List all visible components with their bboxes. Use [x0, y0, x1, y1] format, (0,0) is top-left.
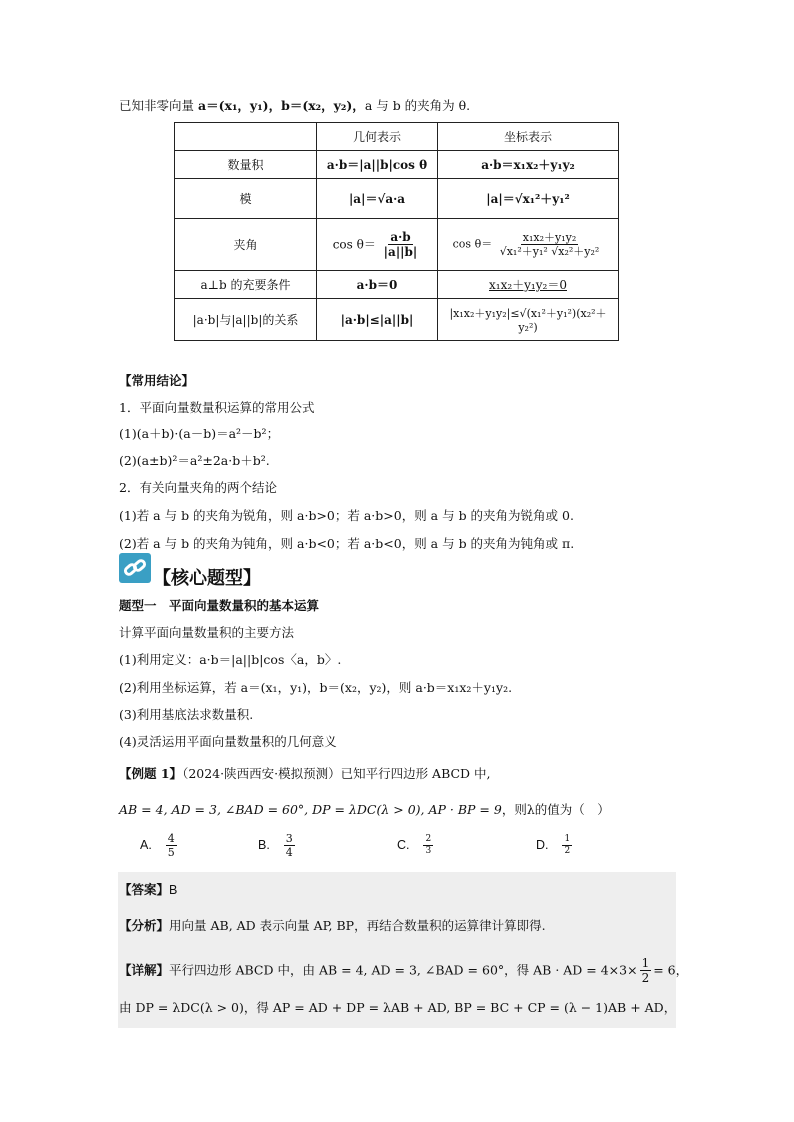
- choice-fraction: [166, 832, 177, 859]
- row-label: a⊥b 的充要条件: [175, 271, 317, 299]
- geo-prefix: cos θ＝: [332, 237, 376, 251]
- table-header-cell: 坐标表示: [438, 123, 619, 151]
- example-label: 【例题 1】: [119, 766, 183, 781]
- choice-d[interactable]: [536, 834, 574, 857]
- choice-fraction: [284, 832, 295, 859]
- row-label: 数量积: [175, 151, 317, 179]
- example-line: [119, 764, 491, 782]
- method-title: 计算平面向量数量积的主要方法: [119, 625, 295, 640]
- row-coord: x₁x₂＋y₁y₂＝0: [438, 271, 619, 299]
- detail-text-1: 平行四边形 ABCD 中，由 AB = 4, AD = 3, ∠BAD = 60°，得 AB · AD = 4×3×: [169, 962, 638, 978]
- fraction-numerator: 1: [564, 834, 571, 844]
- row-coord: [438, 219, 619, 271]
- geo-fraction: [382, 230, 420, 260]
- table-header-cell: [175, 123, 317, 151]
- fraction-denominator: |a||b|: [383, 245, 418, 259]
- fraction-denominator: √x₁²＋y₁² √x₂²＋y₂²: [499, 245, 600, 258]
- core-heading: 【核心题型】: [153, 568, 261, 589]
- table-header-row: [175, 123, 619, 151]
- coord-fraction: [498, 231, 602, 258]
- conclusion-item1-a: (1)(a＋b)·(a－b)＝a²－b²；: [119, 426, 280, 441]
- fraction-numerator: a·b: [390, 229, 411, 244]
- formula-table: [174, 122, 619, 341]
- fraction-denominator: 2: [564, 845, 571, 856]
- example-text: 已知平行四边形 ABCD 中,: [340, 766, 491, 781]
- table-row: [175, 219, 619, 271]
- intro-prefix: 已知非零向量: [119, 98, 198, 113]
- method-4: (4)灵活运用平面向量数量积的几何意义: [119, 734, 337, 749]
- table-row: [175, 151, 619, 179]
- row-geo: |a·b|≤|a||b|: [317, 299, 438, 341]
- fraction-denominator: 4: [285, 846, 293, 860]
- intro-line: [119, 96, 470, 114]
- conclusion-item2-a: (1)若 a 与 b 的夹角为锐角，则 a·b>0；若 a·b>0，则 a 与 b 的夹角为锐角或 0.: [119, 508, 574, 523]
- fraction-denominator: 3: [425, 845, 432, 856]
- conclusion-item1-title: 1．平面向量数量积运算的常用公式: [119, 400, 315, 415]
- choice-b[interactable]: [258, 832, 297, 859]
- choice-fraction: [423, 834, 433, 857]
- example-condition-line: [119, 800, 610, 818]
- coord-prefix: cos θ＝: [452, 237, 493, 251]
- row-coord: |a|＝√x₁²＋y₁²: [438, 179, 619, 219]
- table-row: [175, 299, 619, 341]
- row-label: |a·b|与|a||b|的关系: [175, 299, 317, 341]
- row-label: 夹角: [175, 219, 317, 271]
- answer-value: B: [169, 883, 178, 897]
- table-row: [175, 179, 619, 219]
- fraction-numerator: x₁x₂＋y₁y₂: [522, 230, 577, 244]
- example-condition: AB = 4, AD = 3, ∠BAD = 60°, DP = λDC(λ > 0), AP · BP = 9: [119, 802, 502, 817]
- row-geo: a·b＝|a||b|cos θ: [317, 151, 438, 179]
- analysis-label: 【分析】: [119, 918, 170, 933]
- intro-a-def: a＝(x₁，y₁)，: [197, 98, 282, 113]
- intro-b-def: b＝(x₂，y₂)，: [281, 98, 365, 113]
- detail-line-1: [119, 956, 688, 986]
- fraction-denominator: 5: [167, 846, 175, 860]
- example-ask: ，则λ的值为（ ）: [501, 802, 610, 817]
- type1-title: 题型一 平面向量数量积的基本运算: [119, 598, 320, 613]
- fraction-numerator: 1: [641, 956, 650, 970]
- fraction-denominator: 2: [641, 971, 650, 986]
- method-3: (3)利用基底法求数量积.: [119, 707, 254, 722]
- example-source: （2024·陕西西安·模拟预测）: [182, 766, 341, 781]
- choice-fraction: [562, 834, 572, 857]
- method-2: (2)利用坐标运算，若 a＝(x₁，y₁)，b＝(x₂，y₂)，则 a·b＝x₁x₂＋y₁y₂.: [119, 680, 513, 695]
- fraction-numerator: 4: [167, 832, 175, 845]
- conclusion-item2-b: (2)若 a 与 b 的夹角为钝角，则 a·b<0；若 a·b<0，则 a 与 b 的夹角为钝角或 π.: [119, 536, 575, 551]
- row-coord: |x₁x₂＋y₁y₂|≤√(x₁²＋y₁²)(x₂²＋y₂²): [438, 299, 619, 341]
- table-row: [175, 271, 619, 299]
- link-icon: [119, 553, 151, 583]
- conclusions-heading: 【常用结论】: [119, 374, 195, 388]
- choice-a[interactable]: [140, 832, 179, 859]
- row-geo: a·b＝0: [317, 271, 438, 299]
- detail-fraction: [640, 956, 652, 986]
- choice-letter: B.: [258, 838, 270, 853]
- row-coord: a·b＝x₁x₂＋y₁y₂: [438, 151, 619, 179]
- row-geo: [317, 219, 438, 271]
- choice-letter: A.: [140, 838, 152, 853]
- fraction-numerator: 2: [425, 834, 432, 844]
- row-label: 模: [175, 179, 317, 219]
- intro-suffix: a 与 b 的夹角为 θ.: [364, 98, 471, 113]
- detail-text-2: 由 DP = λDC(λ > 0)，得 AP = AD + DP = λAB + AD, BP = BC + CP = (λ − 1)AB + AD，: [119, 1000, 677, 1015]
- choice-c[interactable]: [397, 834, 435, 857]
- answer-line: [119, 880, 177, 898]
- row-geo: |a|＝√a·a: [317, 179, 438, 219]
- conclusion-item2-title: 2．有关向量夹角的两个结论: [119, 480, 277, 495]
- analysis-text: 用向量 AB, AD 表示向量 AP, BP，再结合数量积的运算律计算即得.: [169, 918, 546, 933]
- choice-letter: D.: [536, 837, 549, 852]
- detail-label: 【详解】: [119, 962, 170, 978]
- conclusion-item1-b: (2)(a±b)²＝a²±2a·b＋b².: [119, 453, 270, 468]
- answer-label: 【答案】: [119, 882, 170, 897]
- method-1: (1)利用定义：a·b＝|a||b|cos〈a，b〉.: [119, 652, 342, 667]
- table-header-cell: 几何表示: [317, 123, 438, 151]
- fraction-numerator: 3: [285, 832, 293, 845]
- choice-letter: C.: [397, 837, 410, 852]
- detail-line-2: [119, 998, 676, 1016]
- analysis-line: [119, 916, 546, 934]
- detail-text-1-end: = 6，: [653, 962, 689, 978]
